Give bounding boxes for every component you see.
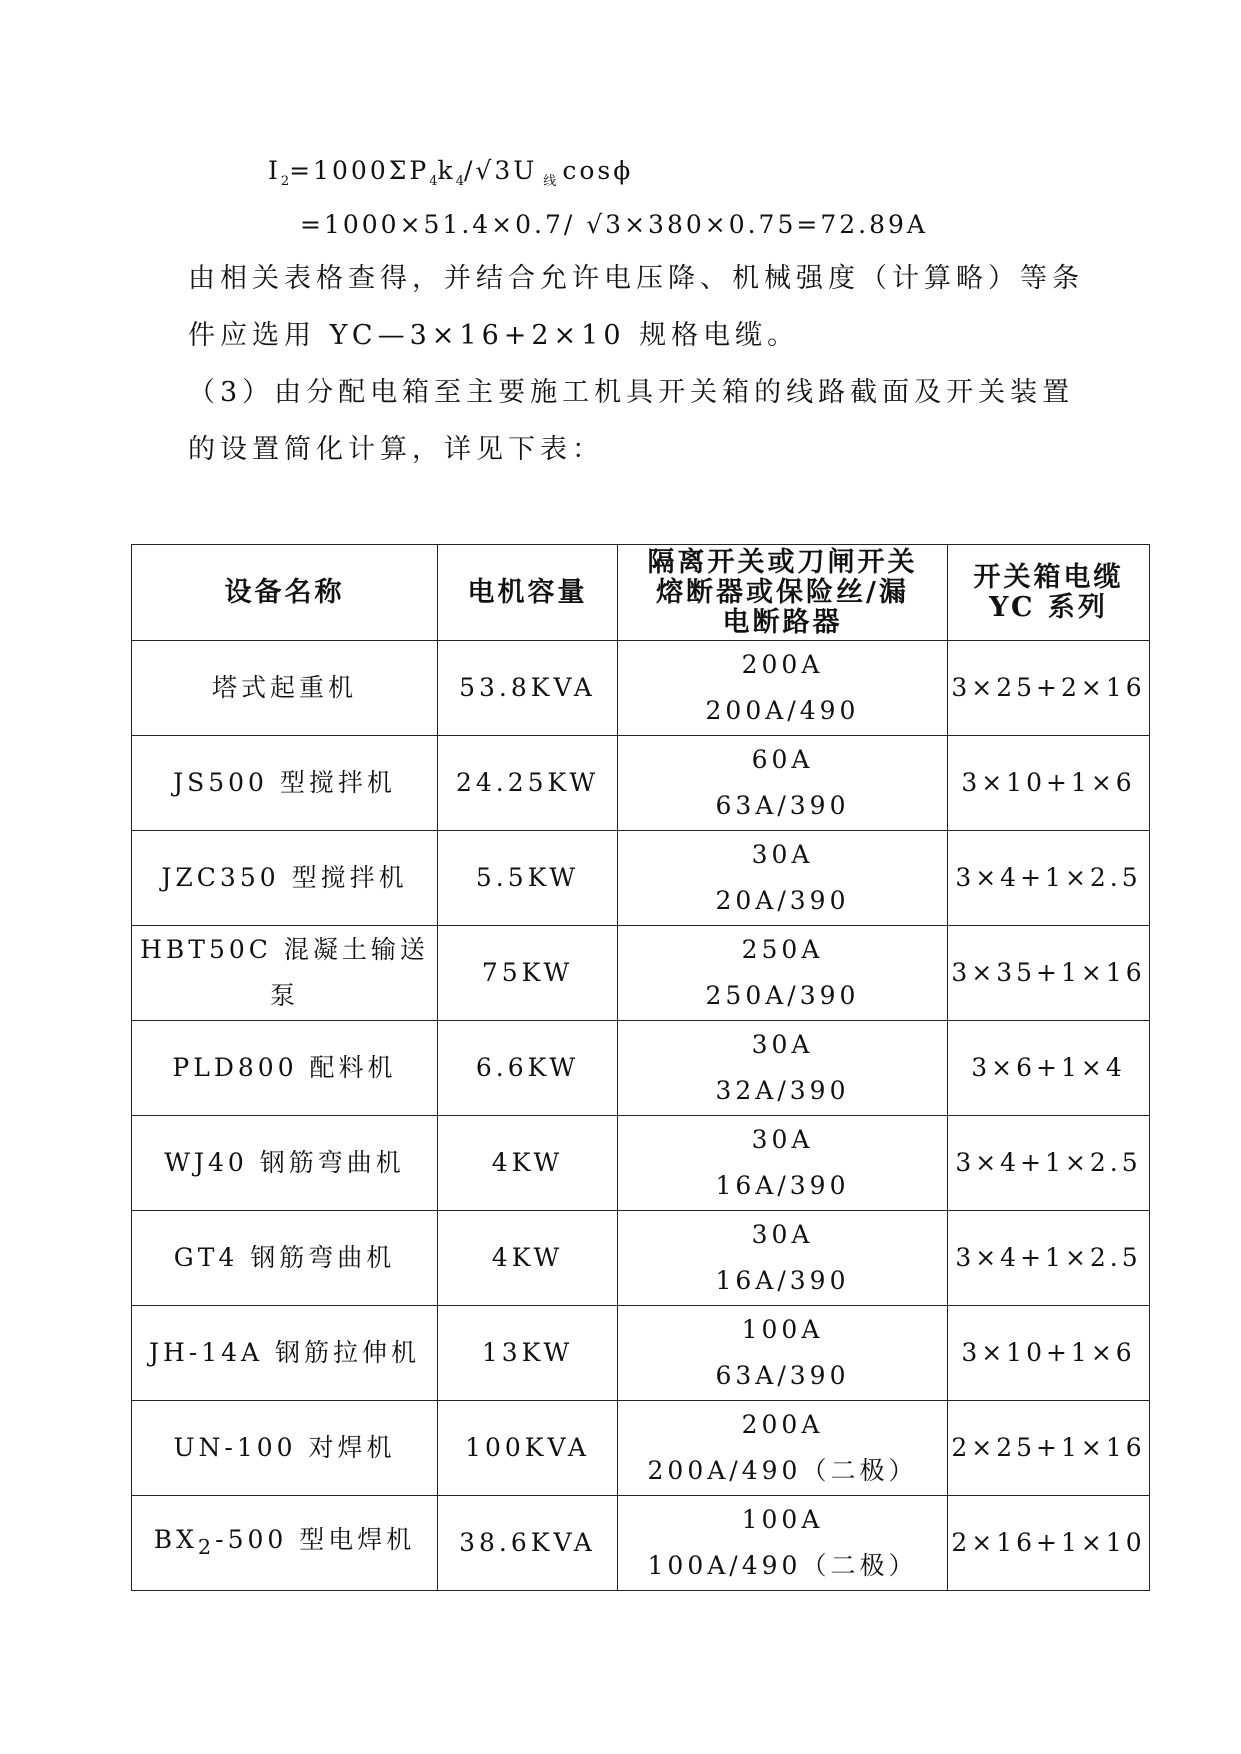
cell-capacity: 100KVA: [438, 1401, 618, 1496]
paragraph-2: 件应选用 YC—3×16+2×10 规格电缆。: [188, 320, 800, 351]
header-capacity: 电机容量: [438, 545, 618, 641]
cell-capacity: 5.5KW: [438, 831, 618, 926]
table-row: [132, 926, 1150, 1021]
paragraph-3: （3）由分配电箱至主要施工机具开关箱的线路截面及开关装置: [188, 377, 1075, 408]
cell-switch: 100A 63A/390: [618, 1306, 948, 1401]
table-row: [132, 1496, 1150, 1591]
cell-name: JZC350 型搅拌机: [132, 831, 438, 926]
cell-name: JS500 型搅拌机: [132, 736, 438, 831]
cell-capacity: 4KW: [438, 1116, 618, 1211]
cell-switch: 250A 250A/390: [618, 926, 948, 1021]
formula-line-2: =1000×51.4×0.7/ √3×380×0.75=72.89A: [300, 210, 928, 239]
cell-cable: 3×4+1×2.5: [948, 1116, 1150, 1211]
table-row: [132, 641, 1150, 736]
cell-name: $BX_2-500$ 型电焊机: [132, 1496, 438, 1591]
cell-cable: 2×16+1×10: [948, 1496, 1150, 1591]
cell-switch: 30A 32A/390: [618, 1021, 948, 1116]
cell-switch: 60A 63A/390: [618, 736, 948, 831]
cell-cable: 3×10+1×6: [948, 1306, 1150, 1401]
table-row: [132, 831, 1150, 926]
cell-name: WJ40 钢筋弯曲机: [132, 1116, 438, 1211]
cell-cable: 3×6+1×4: [948, 1021, 1150, 1116]
cell-name: 塔式起重机: [132, 641, 438, 736]
equipment-table: [131, 544, 1150, 1591]
cell-name: HBT50C 混凝土输送 泵: [132, 926, 438, 1021]
cell-switch: 30A 16A/390: [618, 1211, 948, 1306]
cell-capacity: 53.8KVA: [438, 641, 618, 736]
header-cable: 开关箱电缆 YC 系列: [948, 545, 1150, 641]
cell-cable: 3×4+1×2.5: [948, 1211, 1150, 1306]
header-switch: 隔离开关或刀闸开关 熔断器或保险丝/漏 电断路器: [618, 545, 948, 641]
cell-cable: 3×4+1×2.5: [948, 831, 1150, 926]
cell-name: UN-100 对焊机: [132, 1401, 438, 1496]
table-row: [132, 736, 1150, 831]
paragraph-4: 的设置简化计算，详见下表：: [188, 434, 604, 465]
cell-capacity: 24.25KW: [438, 736, 618, 831]
table-row: [132, 1116, 1150, 1211]
cell-capacity: 38.6KVA: [438, 1496, 618, 1591]
cell-switch: 100A 100A/490（二极）: [618, 1496, 948, 1591]
cell-capacity: 75KW: [438, 926, 618, 1021]
cell-cable: 2×25+1×16: [948, 1401, 1150, 1496]
table-header-row: [132, 545, 1150, 641]
cell-name: GT4 钢筋弯曲机: [132, 1211, 438, 1306]
cell-cable: 3×25+2×16: [948, 641, 1150, 736]
table-row: [132, 1401, 1150, 1496]
cell-capacity: 13KW: [438, 1306, 618, 1401]
cell-capacity: 4KW: [438, 1211, 618, 1306]
cell-switch: 200A 200A/490（二极）: [618, 1401, 948, 1496]
cell-capacity: 6.6KW: [438, 1021, 618, 1116]
cell-name: PLD800 配料机: [132, 1021, 438, 1116]
cell-switch: 30A 20A/390: [618, 831, 948, 926]
cell-switch: 30A 16A/390: [618, 1116, 948, 1211]
cell-name: JH-14A 钢筋拉伸机: [132, 1306, 438, 1401]
table-row: [132, 1306, 1150, 1401]
cell-switch: 200A 200A/490: [618, 641, 948, 736]
table-row: [132, 1021, 1150, 1116]
header-name: 设备名称: [132, 545, 438, 641]
cell-cable: 3×35+1×16: [948, 926, 1150, 1021]
cell-cable: 3×10+1×6: [948, 736, 1150, 831]
formula-line-1: $I_2=1000\Sigma P_4k_4/√3U$ $_线$ cosϕ: [268, 156, 634, 189]
paragraph-1: 由相关表格查得，并结合允许电压降、机械强度（计算略）等条: [188, 263, 1084, 294]
table-row: [132, 1211, 1150, 1306]
